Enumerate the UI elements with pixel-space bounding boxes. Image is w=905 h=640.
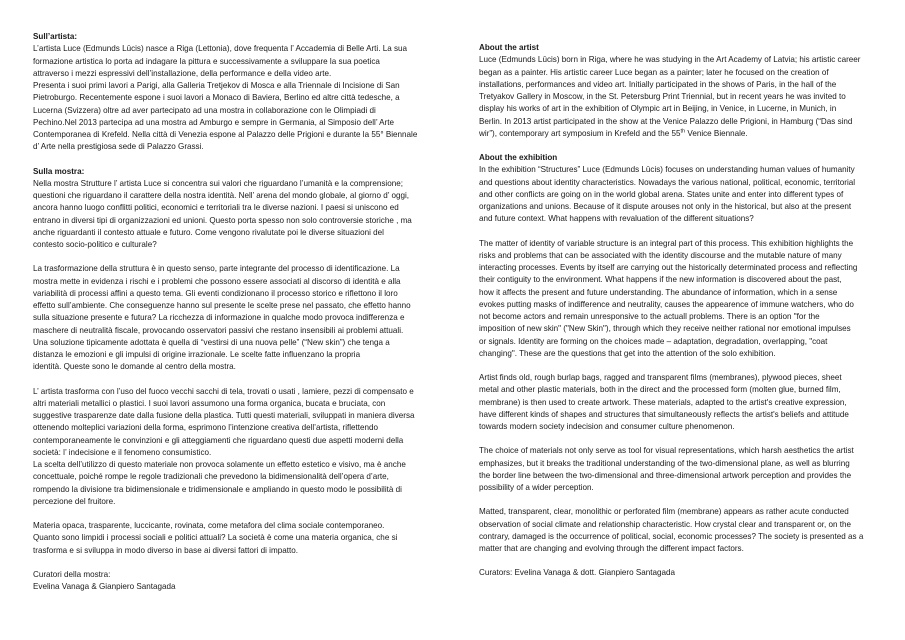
artist-heading-en: About the artist [479, 43, 539, 52]
text-line: Una soluzione tipicamente adottata è quella di “vestirsi di una nuova pelle” (“New skin”) che tenga a [33, 337, 390, 347]
exhibition-heading-en: About the exhibition [479, 153, 558, 162]
text-line: trasforma e si sviluppa in modo diverso in base ai diversi fattori di impatto. [33, 545, 298, 555]
text-line: d’ Arte nella prestigiosa sede di Palazzo Grassi. [33, 142, 204, 152]
text-line: contesto socio-politico e culturale? [33, 240, 157, 249]
identity-paragraph-en [479, 238, 884, 361]
text-line: organizations and unions. Because of it dispute arouses not only in the historical, but also at the present [479, 202, 852, 211]
superscript-th: th [680, 128, 686, 135]
text-line: have different kinds of shapes and structures that simultaneously reflects the artist's beliefs and attitude [479, 409, 849, 419]
text-line: percezione del fruitore. [33, 496, 116, 506]
text-line: installations, performances and video art. Initially participated in the shows of Paris, in the hall of the [479, 79, 837, 89]
exhibition-paragraph-it [33, 178, 463, 252]
text-line: rompendo la divisione tra bidimensionale e tridimensionale e ampliando in questo modo le possibilità di [33, 484, 402, 494]
text-line: not become actors and remain unresponsive to the actuall problems. There is an option "for the [479, 312, 820, 321]
text-line: contrary, damaged is the occurrence of political, social, economic processes? The society is presented as a [479, 531, 864, 541]
text-line: Lucerna (Svizzera) oltre ad aver partecipato ad una mostra in collaborazione con le Olimpiadi di [33, 105, 376, 115]
text-line: their contiguity to the environment. What happens if the new information is discovered about the past, [479, 275, 842, 285]
text-line: emphasizes, but it breaks the traditional understanding of the two-dimensional plane, as well as blurring [479, 458, 850, 468]
text-line: The choice of materials not only serve as tool for visual representations, which harsh aesthetics the artist [479, 446, 854, 456]
text-line [479, 128, 884, 140]
metaphor-paragraph-it [33, 520, 463, 557]
materials-paragraph-it [33, 386, 463, 509]
curators-line: Curators: Evelina Vanaga & dott. Gianpiero Santagada [479, 568, 676, 578]
text-line: risks and problems that can be associated with the identity discourse and the mutable nature of many [479, 250, 842, 260]
text-line: Luce (Edmunds Lūcis) born in Riga, where he was studying in the Art Academy of Latvia; his artistic career [479, 55, 861, 65]
text-line: changing". These are the questions that get into the attention of the solo exhibition. [479, 348, 776, 358]
text-line: attraverso i mezzi espressivi dell’installazione, della performance e della video arte. [33, 68, 332, 78]
text-line: Materia opaca, trasparente, luccicante, rovinata, come metafora del clima sociale contemporaneo. [33, 521, 385, 530]
text-line: Pietroburgo. Recentemente espone i suoi lavori a Monaco di Baviera, Berlino ed altre città tedesche, a [33, 93, 400, 103]
text-fragment: wir”), contemporary art symposium in Krefeld and the 55 [479, 128, 681, 138]
text-line: or signals. Identity are forming on the choices made – adaptation, degradation, overlapping, "coat [479, 336, 828, 346]
text-line: suggestive trasparenze date dalla fusione della plastica. Tutti questi materiali, sviluppati in maniera diversa [33, 411, 415, 420]
text-line: and other conflicts are going on in the world global arena. States unite and enter into different types of [479, 189, 844, 199]
text-line: variabilità di processi affini a questo tema. Gli eventi condizionano il processo storico e riflettono il loro [33, 288, 398, 298]
text-line: La trasformazione della struttura è in questo senso, parte integrante del processo di identificazione. La [33, 264, 400, 274]
identity-paragraph-it [33, 263, 463, 373]
choice-paragraph-en [479, 445, 884, 494]
text-line: and future context. What happens with revaluation of the different situations? [479, 214, 754, 224]
text-line: possibility of a wider perception. [479, 483, 594, 492]
text-line: questioni che riguardano il carattere della nostra identità. Nell’ arena del mondo globale, al giorno d’ oggi, [33, 191, 409, 200]
text-line: L’ artista trasforma con l’uso del fuoco vecchi sacchi di tela, trovati o usati , lamiere, pezzi di compensato e [33, 386, 414, 396]
artist-paragraph-en [479, 54, 884, 140]
text-line: In the exhibition “Structures” Luce (Edmunds Lūcis) focuses on understanding human values of humanity [479, 165, 855, 175]
text-line: società: l’ indecisione e il fenomeno consumistico. [33, 447, 212, 457]
text-line: mostra mette in evidenza i rischi e i problemi che possono essere associati al discorso di identità e alla [33, 276, 401, 286]
text-line: imposition of new skin" ("New Skin"), through which they receive neither rational nor emotional impulses [479, 324, 851, 334]
text-line: interacting processes. Events by itself are carrying out the historically determinated process and reflecting [479, 263, 858, 272]
text-line: display his works of art in the exhibition of Olympic art in Beijing, in Venice, in Lucerne, in Munich, in [479, 104, 837, 114]
text-line: contemporaneamente le convinzioni e gli atteggiamenti che riguardano questi due aspetti moderni della [33, 435, 404, 445]
text-line: concettuale, poiché rompe le regole tradizionali che prevedono la bidimensionalità dell’opera d’arte, [33, 472, 389, 482]
text-line: how it affects the present and future understanding. The abundance of information, which in a sense [479, 287, 838, 297]
curators-en [479, 567, 884, 579]
text-line: Quanto sono limpidi i processi sociali e politici attuali? La società è come una materia organica, che si [33, 533, 398, 543]
text-line: Pechino.Nel 2013 partecipa ad una mostra ad Amburgo e sempre in Germania, al Simposio dell’ Arte [33, 117, 394, 127]
curators-label: Curatori della mostra: [33, 569, 111, 579]
text-line: formazione artistica lo porta ad indagare la pittura e successivamente a sviluppare la sua poetica [33, 56, 380, 66]
text-line: distanza le emozioni e gli impulsi di origine irrazionale. Le scelte fatte influenzano la propria [33, 350, 361, 359]
english-column [479, 42, 884, 580]
text-line: metal and other plastic materials, both in the direct and the processed form (molten glue, burned film, [479, 385, 841, 395]
text-line: The matter of identity of variable structure is an integral part of this process. This exhibition highlights the [479, 238, 854, 248]
text-line: Matted, transparent, clear, monolithic or perforated film (membrane) appears as rather acute conducted [479, 507, 849, 517]
text-line: sulla situazione presente e futura? La ricchezza di informazione in qualche modo provoca indifferenza e [33, 313, 405, 323]
curators-it [33, 569, 463, 594]
text-line: L’artista Luce (Edmunds Lūcis) nasce a Riga (Lettonia), dove frequenta l’ Accademia di Belle Arti. La sua [33, 44, 408, 54]
text-line: and questions about identity characteristics. Nowadays the various national, political, economic, territorial [479, 177, 856, 187]
text-line: Contemporanea di Krefeld. Nella città di Venezia espone al Palazzo delle Prigioni e durante la 55° Biennale [33, 130, 418, 139]
curators-names: Evelina Vanaga & Gianpiero Santagada [33, 582, 176, 591]
text-line: altri materiali metallici o plastici. I suoi lavori assumono una forma organica, bucata e bruciata, con [33, 398, 386, 408]
text-line: Berlin. In 2013 artist participated in the show at the Venice Palazzo delle Prigioni, in Hamburg (“Das sind [479, 116, 853, 126]
text-line: membrane) is then used to create artwork. These materials, adapted to the artist's creative expression, [479, 397, 847, 407]
text-line: Tretyakov Gallery in Moscow, in the St. Petersburg Print Triennial, but in recent years he was invited to [479, 92, 846, 101]
text-line: La scelta dell’utilizzo di questo materiale non provoca solamente un effetto estetico e visivo, ma è anche [33, 460, 406, 469]
text-line: the border line between the two-dimensional and three-dimensional artwork perception and provides the [479, 470, 852, 480]
exhibition-paragraph-en [479, 164, 884, 225]
text-line: observation of social climate and relationship characteristic. How crystal clear and transparent or, on the [479, 519, 852, 529]
italian-column [33, 31, 463, 593]
text-line: entrano in diversi tipi di organizzazioni ed unioni. Questo porta spesso non solo controversie storiche , ma [33, 215, 412, 225]
artist-paragraph-it [33, 43, 463, 153]
text-line: Nella mostra Strutture l’ artista Luce si concentra sui valori che riguardano l’umanità e la comprensione; [33, 178, 403, 188]
text-line: matter that are changing and evolving through the different impact factors. [479, 544, 744, 553]
text-line: maschere di neutralità fiscale, provocando osservatori passivi che restano insensibili ai problemi attuali. [33, 325, 404, 335]
artist-heading-it: Sull’artista: [33, 32, 78, 41]
text-line: ancora hanno luogo conflitti politici, economici e territoriali tra le diverse nazioni. I paesi si uniscono ed [33, 203, 399, 213]
text-fragment: Venice Biennale. [685, 128, 748, 138]
text-line: ottenendo molteplici variazioni della forma, esprimono l’intenzione creativa dell’artista, riflettendo [33, 423, 379, 433]
materials-paragraph-en [479, 372, 884, 433]
text-line: towards modern society indecision and consumer culture phenomenon. [479, 422, 735, 431]
exhibition-heading-it: Sulla mostra: [33, 166, 85, 176]
text-line: effetto sull’ambiente. Che conseguenze hanno sul presente le scelte prese nel passato, che effetto hanno [33, 301, 411, 310]
text-line: anche riguardanti il contesto attuale e futuro. Come vengono rivalutate poi le diverse situazioni del [33, 227, 384, 237]
text-line: began as a painter. His artistic career Luce began as a painter; later he focused on the creation of [479, 67, 829, 77]
text-line: evokes putting masks of indifference and neutrality, causes the appearence of immune watchers, who do [479, 299, 854, 309]
text-line: identità. Queste sono le domande al centro della mostra. [33, 362, 236, 372]
text-line: Presenta i suoi primi lavori a Parigi, alla Galleria Tretjekov di Mosca e alla Triennale di Incisione di San [33, 81, 400, 90]
matted-paragraph-en [479, 506, 884, 555]
text-line: Artist finds old, rough burlap bags, ragged and transparent films (membranes), plywood pieces, sheet [479, 373, 842, 382]
